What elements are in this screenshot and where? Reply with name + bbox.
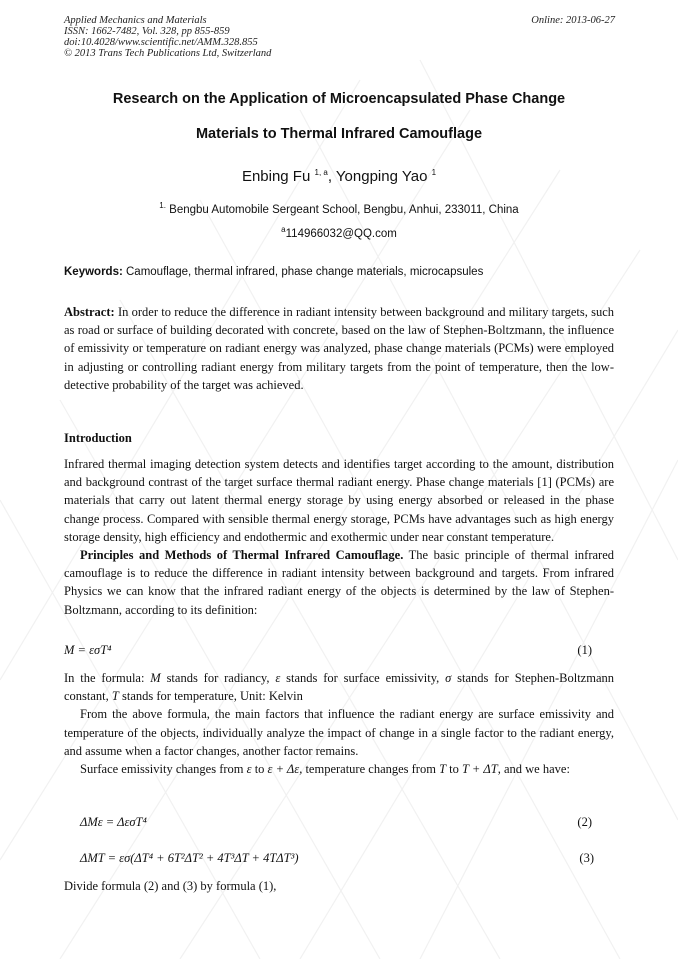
journal-name: Applied Mechanics and Materials [64, 15, 207, 26]
text-span: stands for surface emissivity, [280, 671, 446, 685]
text-span: , temperature changes from [299, 762, 440, 777]
title-line-2: Materials to Thermal Infrared Camouflage [195, 126, 483, 142]
text-span: Surface emissivity changes from [80, 762, 247, 777]
intro-paragraph [64, 455, 614, 619]
equation-number: (2) [577, 815, 592, 829]
author-affil-sup: 1 [431, 168, 437, 177]
text-span: to [251, 762, 268, 777]
equation-2 [80, 815, 592, 830]
math-symbol: ε [275, 671, 281, 685]
author-email [0, 225, 678, 240]
affiliation [0, 201, 678, 216]
issn-line: ISSN: 1662-7482, Vol. 328, pp 855-859 [64, 26, 230, 37]
affiliation-sup: 1. [159, 201, 166, 211]
formula-description [64, 669, 614, 778]
formula-paragraph-2: From the above formula, the main factors that influence the radiant energy are surface emissivity and temperature of the objects, individually analyze the impact of change in a single factor to the radiant energy, and assume when a factor changes, another factor remains. [64, 707, 614, 758]
math-symbol: ε + Δε [267, 762, 300, 777]
online-date: Online: 2013-06-27 [531, 15, 615, 26]
author-separator: , [327, 168, 336, 185]
author-name: Yongping Yao [335, 168, 428, 185]
journal-info [64, 15, 271, 59]
paragraph-text: The basic principle of thermal infrared camouflage is to reduce the difference in radiant intensity between background and targets. From infrared Physics we can know that the infrared radiant energy of the objects is determined by the law of Stephen-Boltzmann, according to its definition: [64, 548, 614, 617]
closing-paragraph: Divide formula (2) and (3) by formula (1), [64, 879, 277, 893]
keywords-text: Camouflage, thermal infrared, phase change materials, microcapsules [126, 266, 484, 278]
author-affil-sup: 1, a [314, 168, 328, 177]
math-symbol: T [111, 689, 119, 704]
subsection-heading: Principles and Methods of Thermal Infrared Camouflage. [80, 548, 404, 563]
equation-1 [64, 643, 592, 658]
math-symbol: T [439, 762, 447, 777]
math-symbol: σ [445, 671, 452, 685]
text-span: to [446, 762, 463, 777]
formula-paragraph-3 [64, 760, 614, 778]
math-symbol: M [150, 671, 161, 685]
doi-line: doi:10.4028/www.scientific.net/AMM.328.855 [64, 37, 258, 48]
math-symbol: T + ΔT [462, 762, 498, 777]
equation-text: ΔMT = εσ(ΔT⁴ + 6T²ΔT² + 4T³ΔT + 4TΔT³) [80, 851, 299, 865]
intro-paragraph-1: Infrared thermal imaging detection system detects and identifies target according to the amount, distribution and background contrast of the target surface thermal radiant energy. Phase change materials [1] (PCMs) are materials that carry out latent thermal energy storage by using energy absorbed or released in the phase change process. Compared with sensible thermal energy storage, PCMs have advantages such as high energy storage density, high efficiency and endothermic and exothermic under near constant temperature. [64, 457, 614, 544]
keywords-label: Keywords: [64, 266, 123, 278]
abstract-label: Abstract: [64, 305, 115, 319]
email-sup: a [281, 225, 286, 235]
text-span: stands for radiancy, [160, 671, 276, 685]
intro-paragraph-2 [64, 546, 614, 619]
equation-number: (1) [577, 643, 592, 657]
text-span: In the formula: [64, 671, 151, 685]
text-span: , and we have: [497, 762, 570, 777]
abstract [64, 303, 614, 394]
text-span: stands for temperature, Unit: Kelvin [118, 689, 303, 704]
author-list [0, 168, 678, 185]
formula-paragraph-1 [64, 669, 614, 705]
section-heading: Introduction [64, 431, 132, 445]
abstract-text: In order to reduce the difference in radiant intensity between background and military targets, such as road or surface of building decorated with concrete, based on the law of Stephen-Boltzmann, the influence of emissivity or temperature on radiant energy was analyzed, phase change materials (PCMs) were employed in adjusting or controlling radiant energy from military targets from the point of temperature, then the low-detective probability of the target was achieved. [64, 305, 615, 392]
text-span: stands for Stephen-Boltzmann constant, [64, 671, 614, 704]
email-text: 114966032@QQ.com [285, 228, 397, 240]
equation-text: M = εσT⁴ [64, 643, 112, 657]
author-name: Enbing Fu [241, 168, 311, 185]
equation-3 [80, 851, 594, 866]
equation-number: (3) [579, 851, 594, 865]
title-line-1: Research on the Application of Microencapsulated Phase Change [112, 91, 566, 107]
copyright-line: © 2013 Trans Tech Publications Ltd, Switzerland [64, 48, 272, 59]
affiliation-text: Bengbu Automobile Sergeant School, Bengbu, Anhui, 233011, China [169, 204, 519, 216]
equation-text: ΔMε = ΔεσT⁴ [80, 815, 147, 829]
math-symbol: ε [246, 762, 252, 777]
keywords [64, 266, 616, 278]
